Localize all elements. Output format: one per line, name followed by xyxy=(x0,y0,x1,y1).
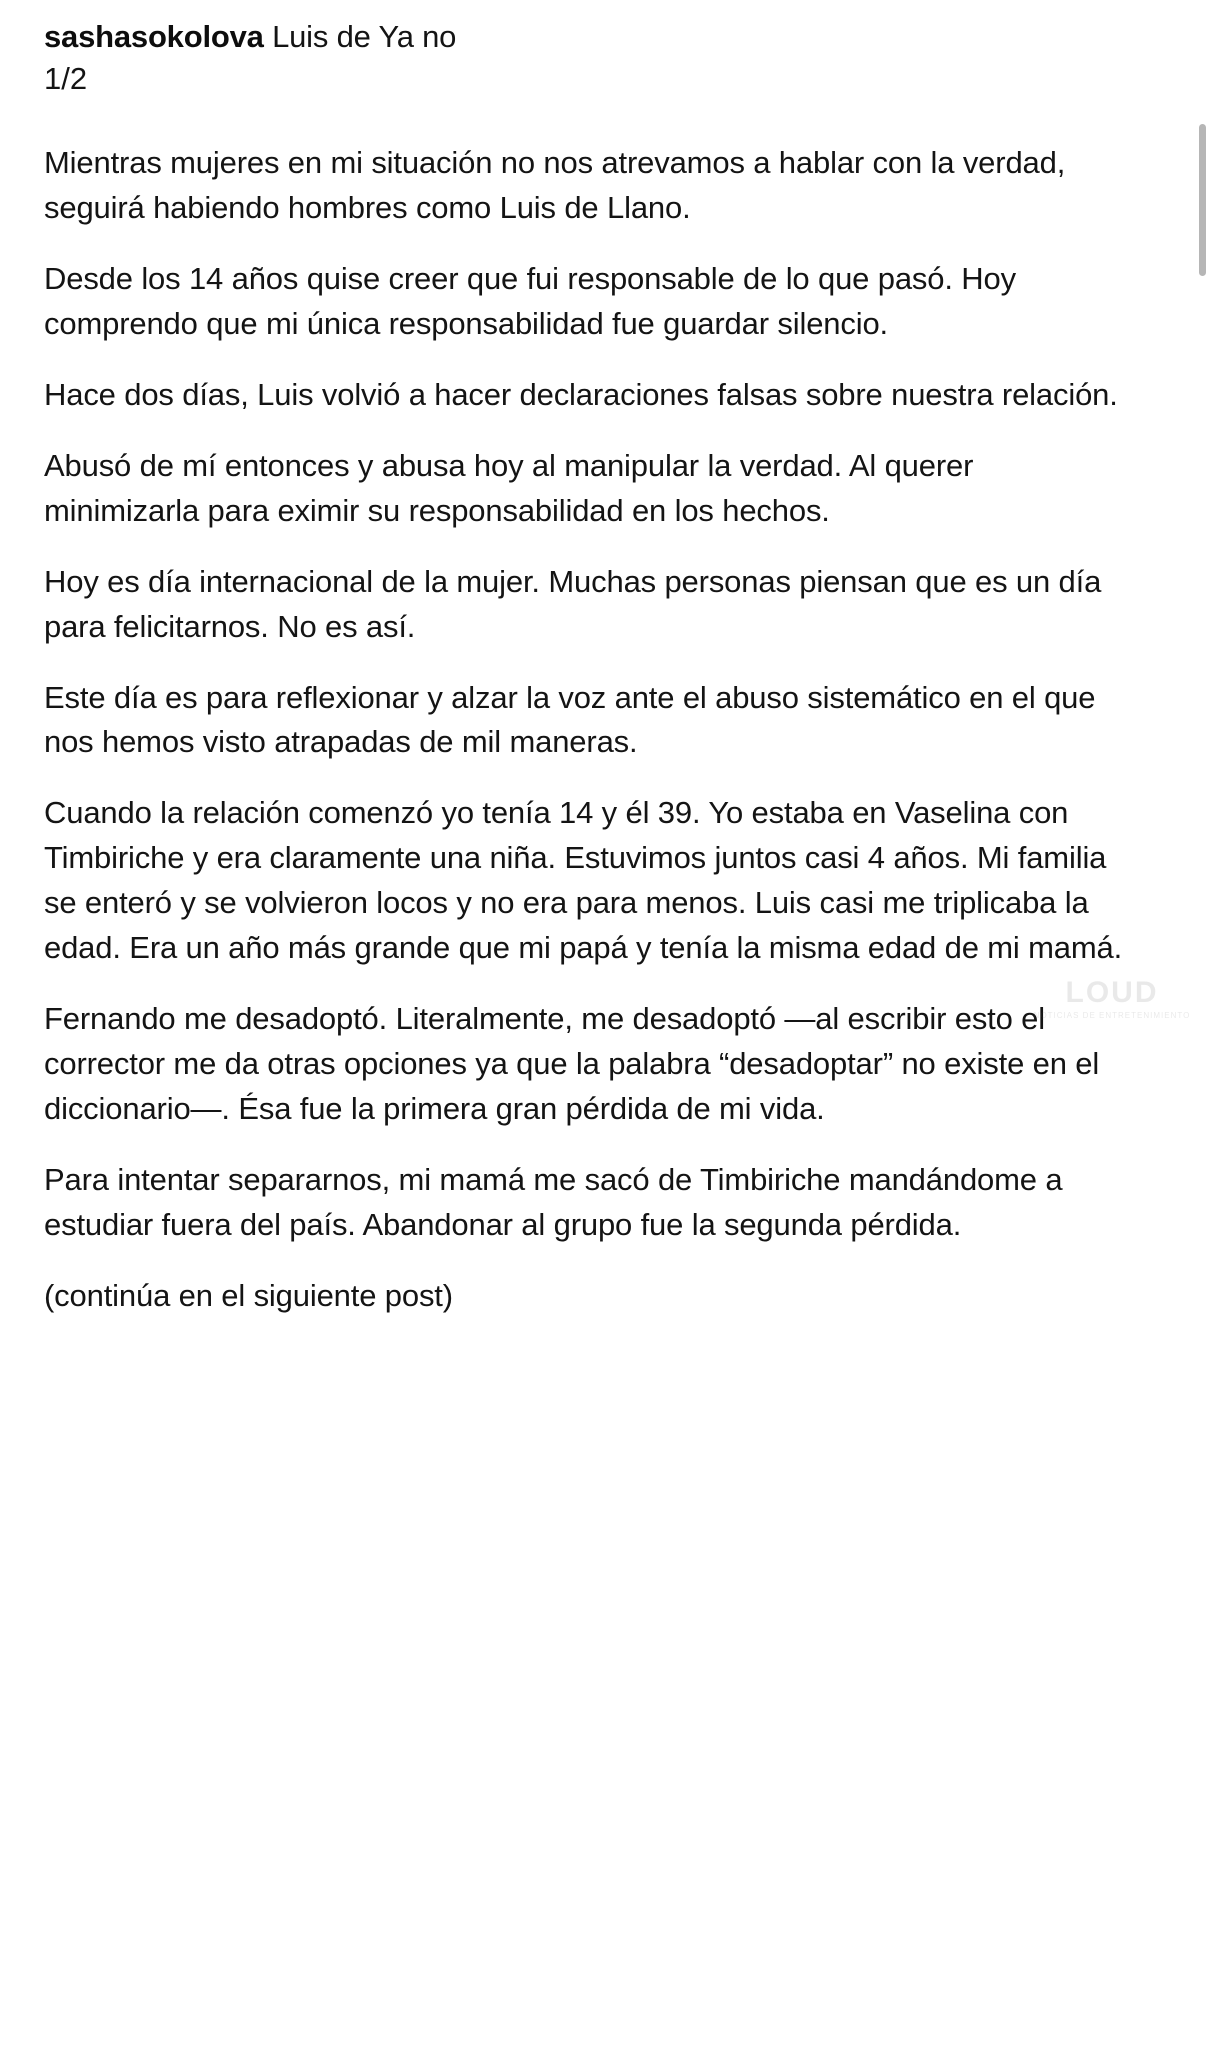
post-paragraph: Este día es para reflexionar y alzar la voz ante el abuso sistemático en el que nos hemos visto atrapadas de mil maneras. xyxy=(44,679,1096,760)
spacer xyxy=(44,1248,1134,1274)
watermark-tagline: NOTICIAS DE ENTRETENIMIENTO xyxy=(1033,1011,1191,1020)
spacer xyxy=(44,534,1134,560)
post-paragraph: Cuando la relación comenzó yo tenía 14 y él 39. Yo estaba en Vaselina con Timbiriche y era claramente una niña. Estuvimos juntos casi 4 años. Mi familia se enteró y se volvieron locos y no era para menos. Luis casi me triplicaba la edad. Era un año más grande que mi papá y tenía la misma edad de mi mamá. xyxy=(44,795,1123,966)
spacer xyxy=(44,231,1134,257)
scrollbar-thumb[interactable] xyxy=(1199,124,1206,276)
post-paragraph: Para intentar separarnos, mi mamá me sacó de Timbiriche mandándome a estudiar fuera del país. Abandonar al grupo fue la segunda pérdida. xyxy=(44,1161,1063,1242)
spacer xyxy=(44,1132,1134,1158)
spacer xyxy=(44,650,1134,676)
page-counter: 1/2 xyxy=(44,60,88,96)
scrollbar[interactable] xyxy=(1198,0,1214,2048)
post-paragraph: Fernando me desadoptó. Literalmente, me desadoptó —al escribir esto el corrector me da otras opciones ya que la palabra “desadoptar” no existe en el diccionario—. Ésa fue la primera gran pérdida de mi vida. xyxy=(44,1001,1100,1126)
spacer xyxy=(44,765,1134,791)
post-paragraph: Abusó de mí entonces y abusa hoy al manipular la verdad. Al querer minimizarla para eximir su responsabilidad en los hechos. xyxy=(44,447,974,528)
post-paragraph: Desde los 14 años quise creer que fui responsable de lo que pasó. Hoy comprendo que mi única responsabilidad fue guardar silencio. xyxy=(44,260,1016,341)
post-paragraph-continued: (continúa en el siguiente post) xyxy=(44,1277,453,1313)
watermark-logo-text: LOUD xyxy=(1065,976,1159,1009)
spacer xyxy=(44,971,1134,997)
post-text-container xyxy=(44,16,1134,1319)
post-header-rest: Luis de Ya no xyxy=(263,19,457,54)
post-author-username[interactable]: sashasokolova xyxy=(44,19,264,54)
post-header xyxy=(44,16,1134,58)
spacer xyxy=(44,347,1134,373)
post-paragraph: Hace dos días, Luis volvió a hacer declaraciones falsas sobre nuestra relación. xyxy=(44,376,1118,412)
spacer xyxy=(44,99,1134,141)
post-paragraph: Mientras mujeres en mi situación no nos atrevamos a hablar con la verdad, seguirá habiendo hombres como Luis de Llano. xyxy=(44,145,1066,225)
spacer xyxy=(44,418,1134,444)
post-paragraph: Hoy es día internacional de la mujer. Muchas personas piensan que es un día para felicitarnos. No es así. xyxy=(44,563,1102,644)
